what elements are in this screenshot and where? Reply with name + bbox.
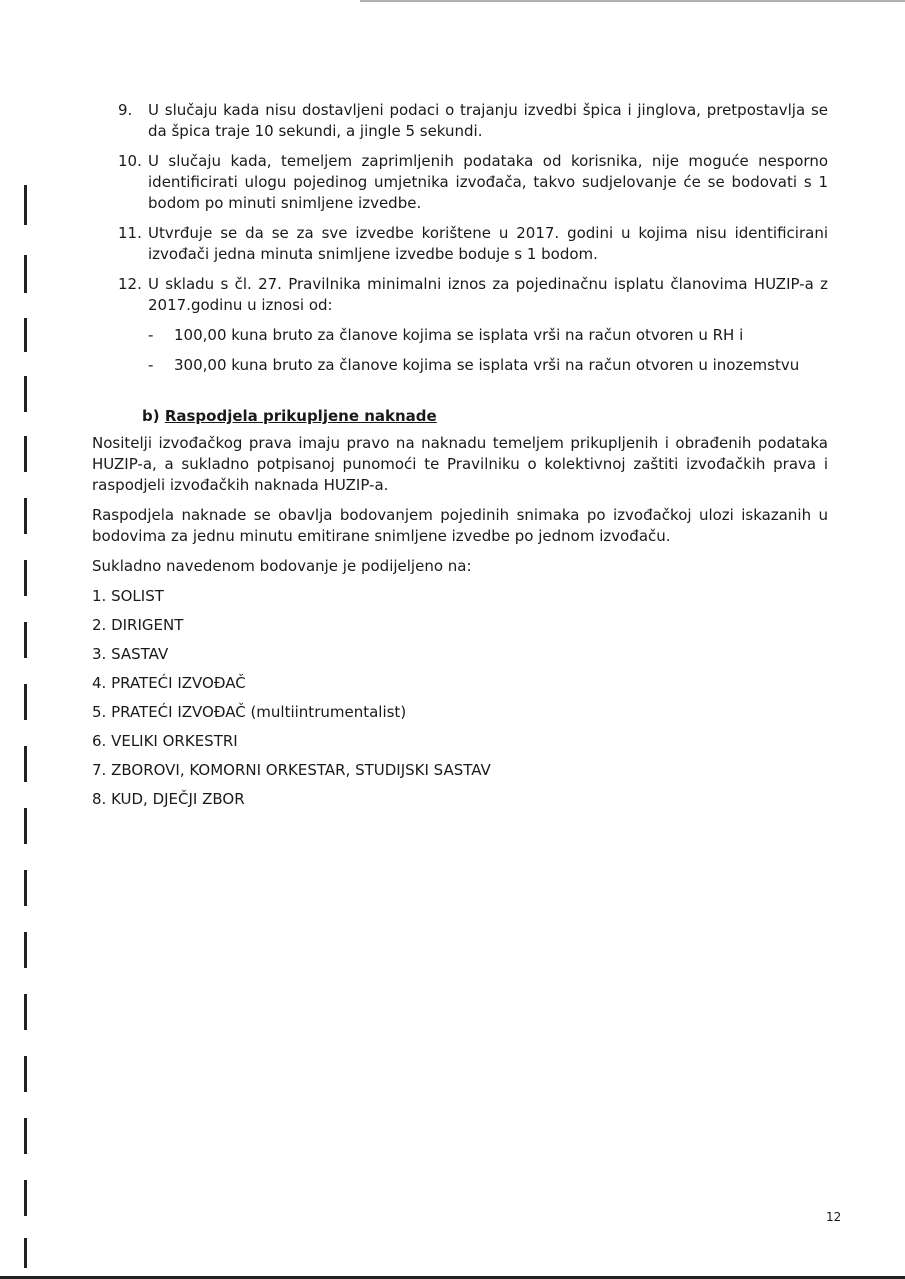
margin-mark [24, 622, 27, 658]
dash-list-item [92, 325, 828, 346]
dash-item-text: 100,00 kuna bruto za članove kojima se isplata vrši na račun otvoren u RH i [174, 326, 744, 344]
category-item: 4. PRATEĆI IZVOĐAČ [92, 674, 246, 692]
dash-list-item [92, 355, 828, 376]
category-item: 6. VELIKI ORKESTRI [92, 732, 238, 750]
margin-mark [24, 560, 27, 596]
item-text: U slučaju kada nisu dostavljeni podaci o trajanju izvedbi špica i jinglova, pretpostavlja se da špica traje 10 sekundi, a jingle 5 sekundi. [148, 101, 828, 140]
margin-mark [24, 932, 27, 968]
margin-mark [24, 498, 27, 534]
scan-edge-top [360, 0, 905, 2]
dash-marker: - [148, 356, 154, 374]
numbered-item [92, 151, 828, 214]
margin-mark [24, 376, 27, 412]
dash-item-text: 300,00 kuna bruto za članove kojima se isplata vrši na račun otvoren u inozemstvu [174, 356, 800, 374]
item-number: 9. [118, 101, 133, 119]
category-item: 2. DIRIGENT [92, 616, 184, 634]
margin-mark [24, 436, 27, 472]
item-text: U slučaju kada, temeljem zaprimljenih podataka od korisnika, nije moguće nesporno identificirati ulogu pojedinog umjetnika izvođača, takvo sudjelovanje će se bodovati s 1 bodom po minuti snimljene izvedbe. [148, 152, 828, 212]
paragraph: Raspodjela naknade se obavlja bodovanjem pojedinih snimaka po izvođačkoj ulozi iskazanih u bodovima za jednu minutu emitirane snimljene izvedbe po jednom izvođaču. [92, 506, 828, 545]
category-item: 7. ZBOROVI, KOMORNI ORKESTAR, STUDIJSKI SASTAV [92, 761, 491, 779]
category-item: 3. SASTAV [92, 645, 169, 663]
margin-mark [24, 185, 27, 225]
margin-mark [24, 870, 27, 906]
margin-mark [24, 318, 27, 352]
numbered-item [92, 274, 828, 316]
margin-mark [24, 1238, 27, 1268]
margin-mark [24, 1056, 27, 1092]
margin-mark [24, 808, 27, 844]
category-item: 8. KUD, DJEČJI ZBOR [92, 790, 245, 808]
item-number: 11. [118, 224, 142, 242]
margin-mark [24, 1118, 27, 1154]
numbered-item [92, 100, 828, 142]
margin-mark [24, 1180, 27, 1216]
section-prefix: b) [142, 407, 160, 425]
item-text: Utvrđuje se da se za sve izvedbe korištene u 2017. godini u kojima nisu identificirani izvođači jedna minuta snimljene izvedbe boduje s 1 bodom. [148, 224, 828, 263]
category-item: 1. SOLIST [92, 587, 164, 605]
section-heading [142, 406, 828, 427]
margin-mark [24, 746, 27, 782]
paragraph: Nositelji izvođačkog prava imaju pravo na naknadu temeljem prikupljenih i obrađenih podataka HUZIP-a, a sukladno potpisanoj punomoći te Pravilniku o kolektivnoj zaštiti izvođačkih prava i raspodjeli izvođačkih naknada HUZIP-a. [92, 434, 828, 494]
margin-mark [24, 255, 27, 293]
section-title: Raspodjela prikupljene naknade [164, 407, 437, 425]
category-list [92, 586, 828, 810]
item-text: U skladu s čl. 27. Pravilnika minimalni iznos za pojedinačnu isplatu članovima HUZIP-a z 2017.godinu u iznosi od: [148, 275, 828, 314]
margin-mark [24, 994, 27, 1030]
item-number: 12. [118, 275, 142, 293]
document-page [92, 100, 828, 818]
margin-mark [24, 684, 27, 720]
numbered-item [92, 223, 828, 265]
dash-marker: - [148, 326, 154, 344]
item-number: 10. [118, 152, 142, 170]
page-number: 12 [826, 1210, 842, 1224]
category-item: 5. PRATEĆI IZVOĐAČ (multiintrumentalist) [92, 703, 407, 721]
paragraph: Sukladno navedenom bodovanje je podijeljeno na: [92, 557, 472, 575]
